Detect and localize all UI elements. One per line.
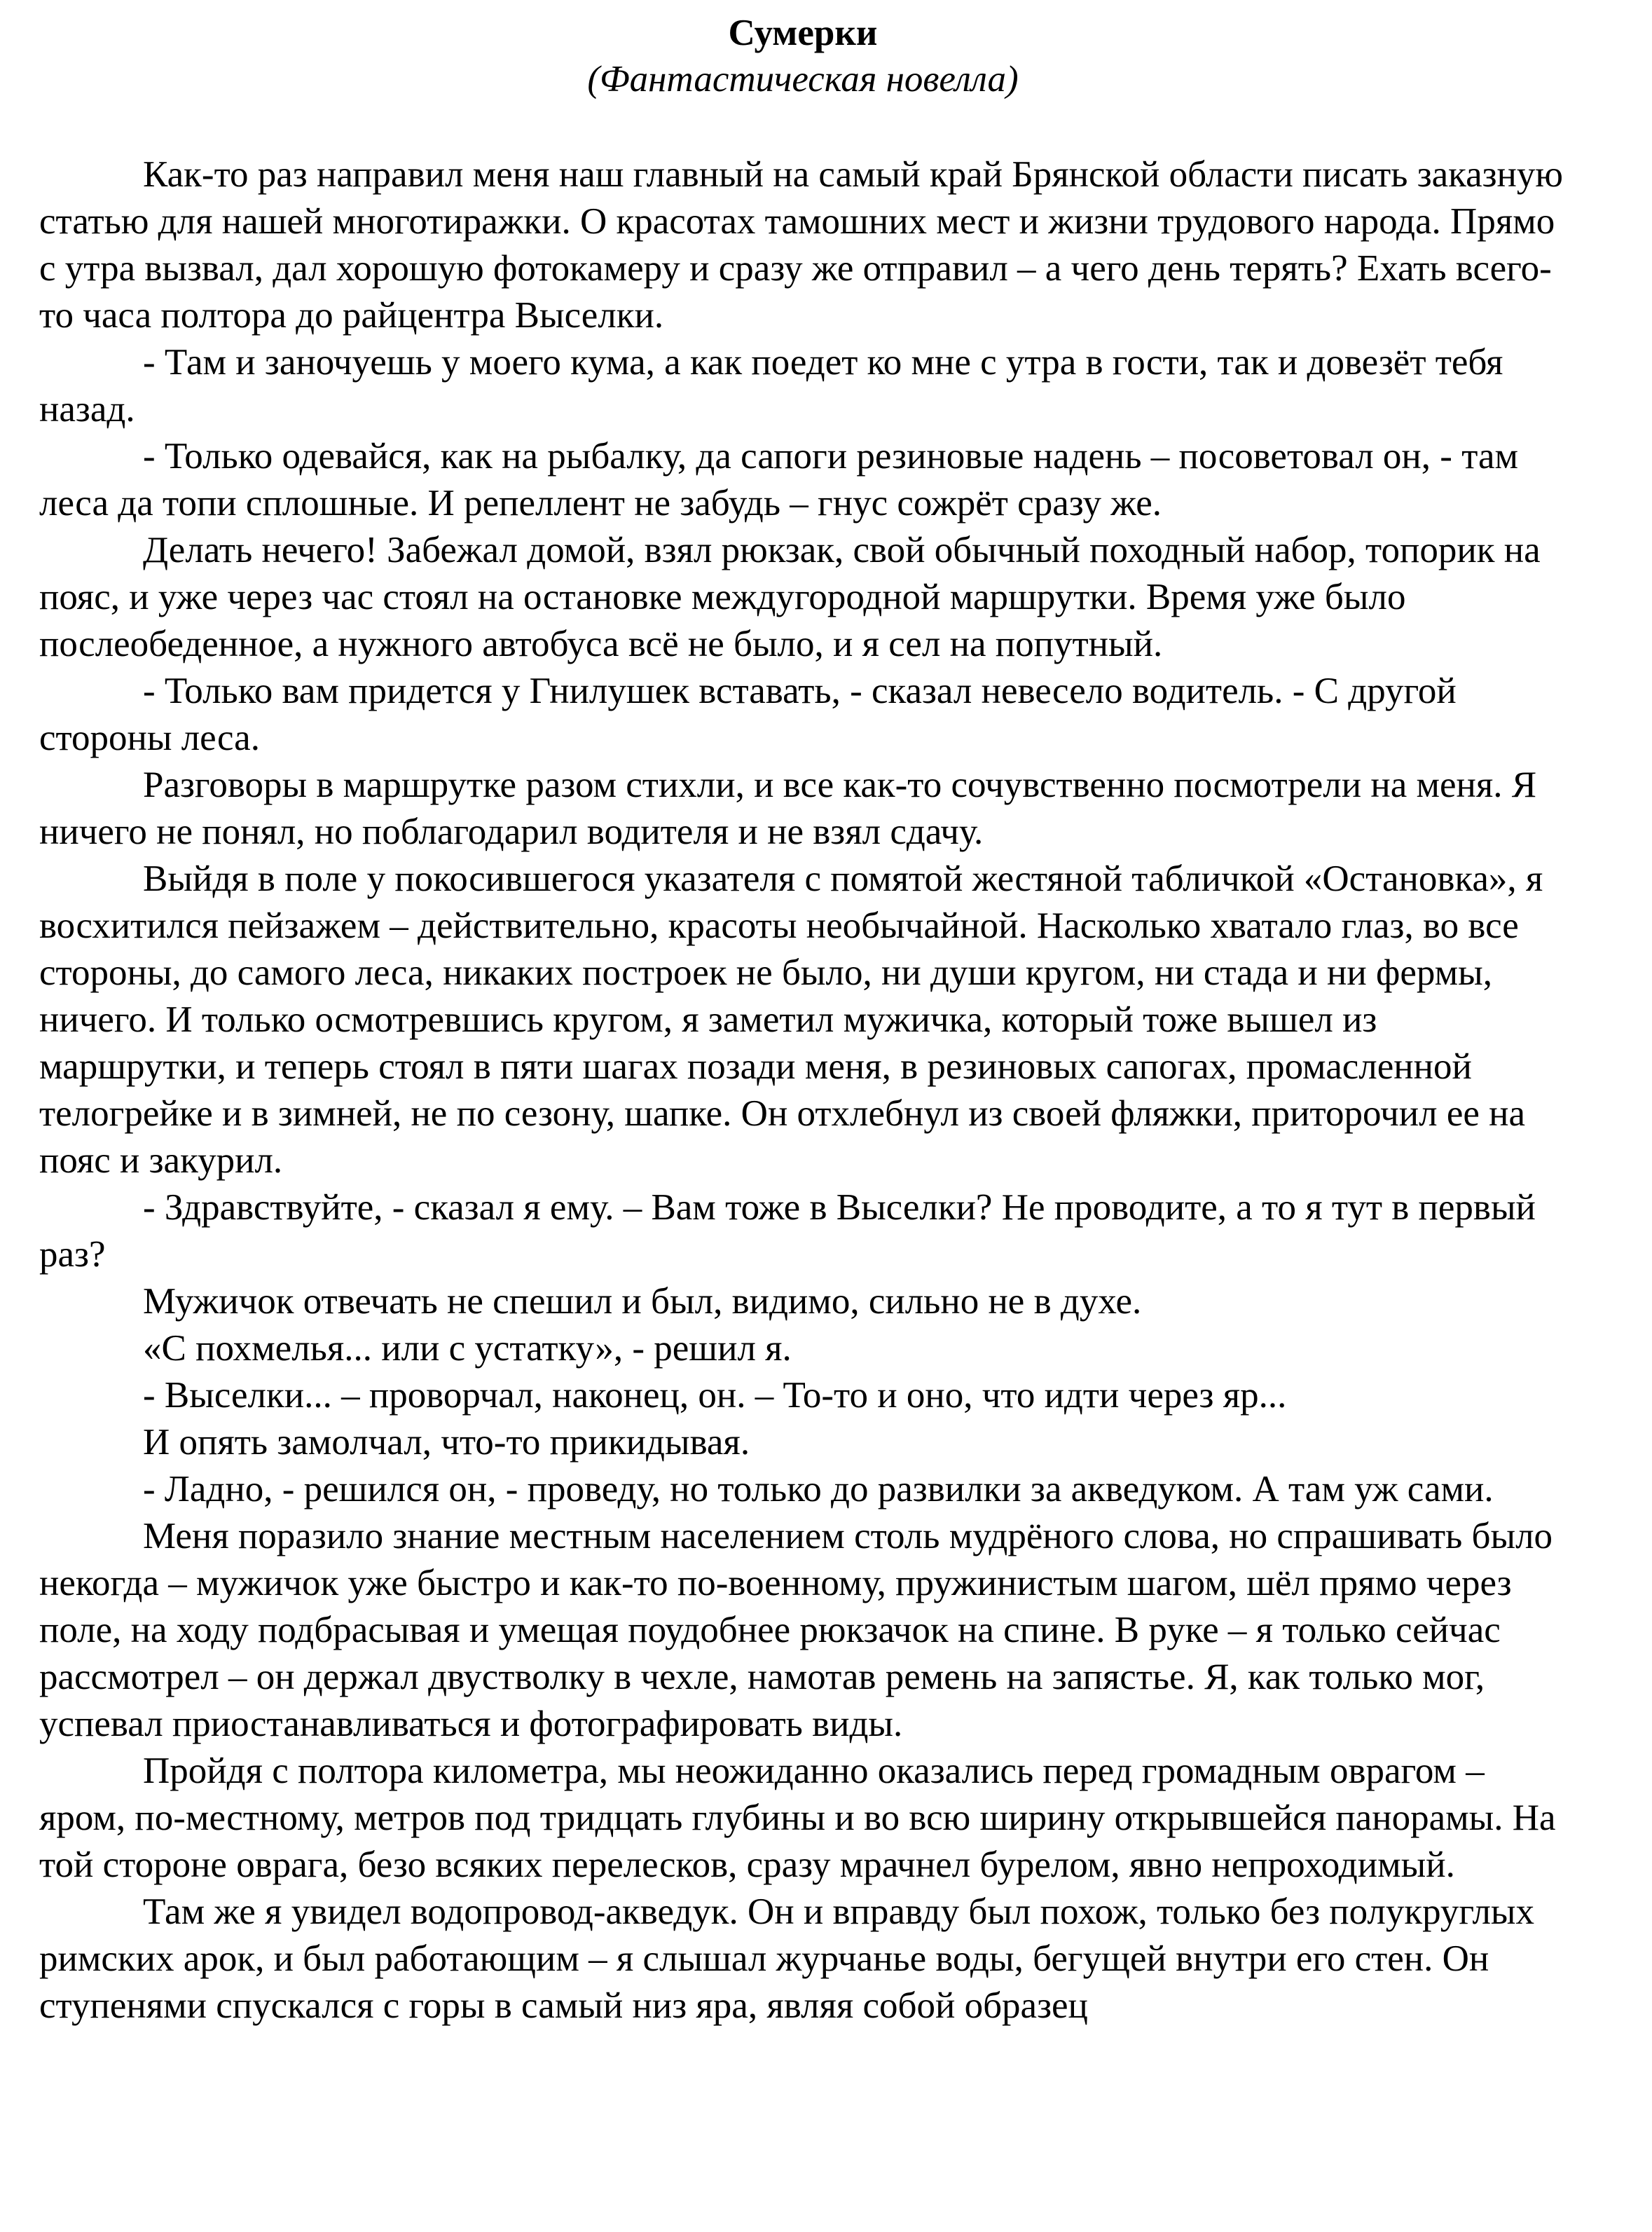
paragraph: - Там и заночуешь у моего кума, а как поедет ко мне с утра в гости, так и довезёт тебя назад. (39, 342, 1503, 430)
document-page (39, 10, 1567, 2029)
paragraph: - Выселки... – проворчал, наконец, он. – То-то и оно, что идти через яр... (143, 1375, 1287, 1416)
paragraph: Делать нечего! Забежал домой, взял рюкзак, свой обычный походный набор, топорик на пояс, и уже через час стоял на остановке междугородной маршрутки. Время уже было послеобеденное, а нужного автобуса всё не было, и я сел на попутный. (39, 530, 1541, 664)
paragraph: Как-то раз направил меня наш главный на самый край Брянской области писать заказную статью для нашей многотиражки. О красотах тамошних мест и жизни трудового народа. Прямо с утра вызвал, дал хорошую фотокамеру и сразу же отправил – а чего день терять? Ехать всего-то часа полтора до райцентра Выселки. (39, 154, 1564, 336)
document-subtitle: (Фантастическая новелла) (587, 59, 1019, 100)
paragraph: «С похмелья... или с устатку», - решил я. (143, 1328, 792, 1369)
paragraph: Разговоры в маршрутке разом стихли, и все как-то сочувственно посмотрели на меня. Я ничего не понял, но поблагодарил водителя и не взял сдачу. (39, 765, 1537, 852)
paragraph: - Здравствуйте, - сказал я ему. – Вам тоже в Выселки? Не проводите, а то я тут в первый раз? (39, 1187, 1536, 1275)
paragraph: Меня поразило знание местным населением столь мудрёного слова, но спрашивать было некогда – мужичок уже быстро и как-то по-военному, пружинистым шагом, шёл прямо через поле, на ходу подбрасывая и умещая поудобнее рюкзачок на спине. В руке – я только сейчас рассмотрел – он держал двустволку в чехле, намотав ремень на запястье. Я, как только мог, успевал приостанавливаться и фотографировать виды. (39, 1516, 1553, 1744)
paragraph: Выйдя в поле у покосившегося указателя с помятой жестяной табличкой «Остановка», я восхитился пейзажем – действительно, красоты необычайной. Насколько хватало глаз, во все стороны, до самого леса, никаких построек не было, ни души кругом, ни стада и ни фермы, ничего. И только осмотревшись кругом, я заметил мужичка, который тоже вышел из маршрутки, и теперь стоял в пяти шагах позади меня, в резиновых сапогах, промасленной телогрейке и в зимней, не по сезону, шапке. Он отхлебнул из своей фляжки, приторочил ее на пояс и закурил. (39, 858, 1543, 1181)
paragraph: И опять замолчал, что-то прикидывая. (143, 1422, 750, 1463)
paragraph: - Только вам придется у Гнилушек вставать, - сказал невесело водитель. - С другой стороны леса. (39, 671, 1457, 758)
paragraph: Там же я увидел водопровод-акведук. Он и вправду был похож, только без полукруглых римских арок, и был работающим – я слышал журчанье воды, бегущей внутри его стен. Он ступенями спускался с горы в самый низ яра, являя собой образец (39, 1891, 1535, 2026)
paragraph: Пройдя с полтора километра, мы неожиданно оказались перед громадным оврагом – яром, по-местному, метров под тридцать глубины и во всю ширину открывшейся панорамы. На той стороне оврага, безо всяких перелесков, сразу мрачнел бурелом, явно непроходимый. (39, 1751, 1556, 1885)
paragraph: - Только одевайся, как на рыбалку, да сапоги резиновые надень – посоветовал он, - там леса да топи сплошные. И репеллент не забудь – гнус сожрёт сразу же. (39, 436, 1519, 523)
paragraph: Мужичок отвечать не спешил и был, видимо, сильно не в духе. (143, 1281, 1142, 1322)
document-title: Сумерки (728, 13, 878, 53)
paragraph: - Ладно, - решился он, - проведу, но только до развилки за акведуком. А там уж сами. (143, 1469, 1494, 1509)
